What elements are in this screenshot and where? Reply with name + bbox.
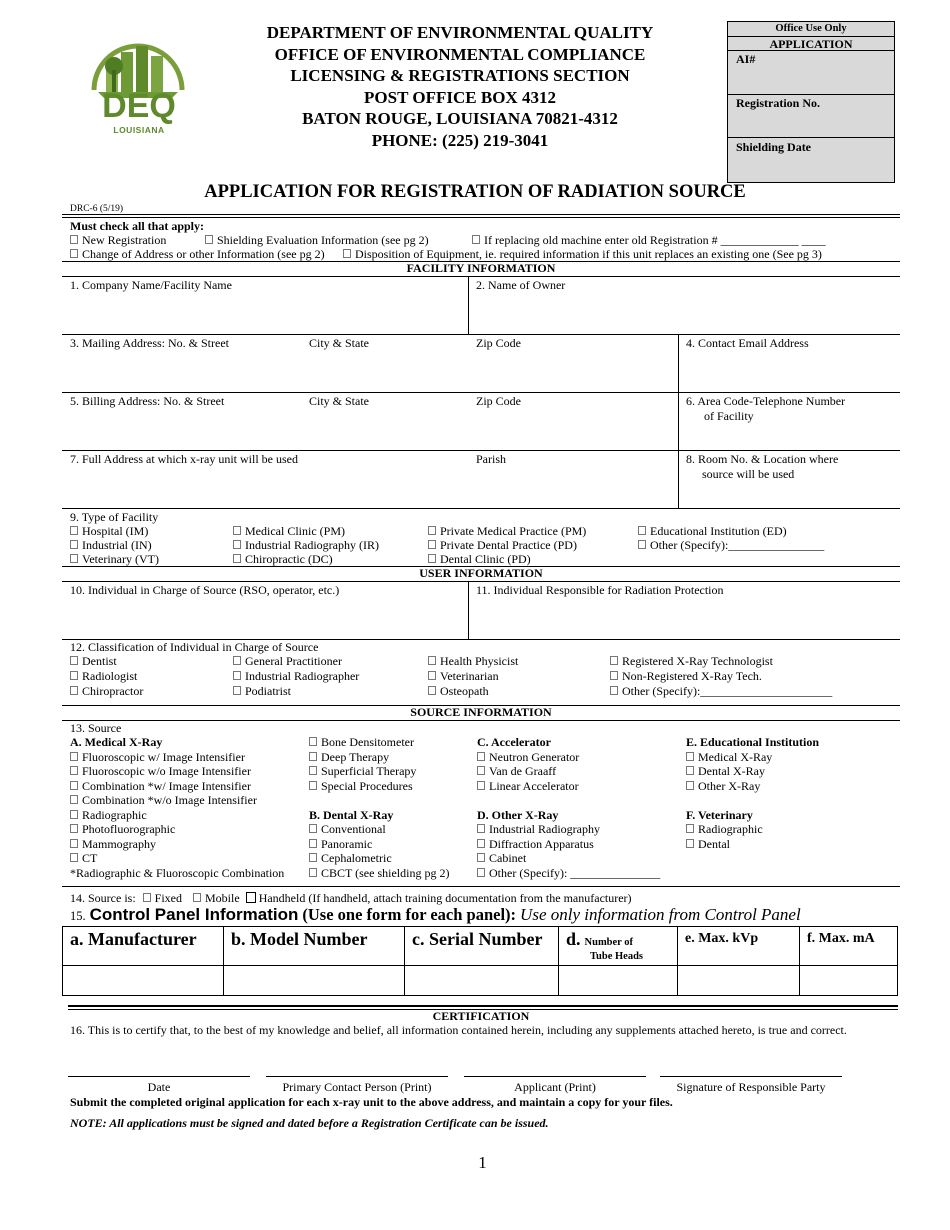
primary-contact-label: Primary Contact Person (Print) bbox=[282, 1080, 432, 1094]
checkbox-private-dental[interactable]: Private Dental Practice (PD) bbox=[428, 538, 577, 553]
checkbox-icon[interactable] bbox=[193, 893, 201, 902]
mailing-city-state-field[interactable]: City & State bbox=[309, 336, 369, 350]
full-address-field[interactable]: 7. Full Address at which x-ray unit will be used bbox=[70, 452, 298, 466]
checkbox-icon[interactable] bbox=[309, 824, 317, 833]
checkbox-icon[interactable] bbox=[610, 671, 618, 680]
checkbox-icon[interactable] bbox=[477, 766, 485, 775]
max-kvp-header: e. Max. kVp bbox=[678, 927, 800, 966]
checkbox-radiographic[interactable]: Radiographic bbox=[70, 808, 310, 823]
checkbox-chiropractic[interactable]: Chiropractic (DC) bbox=[233, 552, 333, 567]
checkbox-icon[interactable] bbox=[638, 540, 646, 549]
checkbox-mobile[interactable]: Mobile bbox=[193, 891, 240, 905]
checkbox-cbct[interactable]: CBCT (see shielding pg 2) bbox=[309, 866, 479, 881]
mailing-address-field[interactable]: 3. Mailing Address: No. & Street bbox=[70, 336, 229, 350]
checkbox-van-de-graaff[interactable]: Van de Graaff bbox=[477, 764, 677, 779]
checkbox-icon[interactable] bbox=[428, 656, 436, 665]
parish-field[interactable]: Parish bbox=[476, 452, 506, 466]
checkbox-icon[interactable] bbox=[70, 540, 78, 549]
control-panel-heading: 15. Control Panel Information (Use one form for each panel): Use only information from Control Panel bbox=[70, 905, 801, 924]
checkbox-fluoro-without-intensifier[interactable]: Fluoroscopic w/o Image Intensifier bbox=[70, 764, 310, 779]
logo-text: DEQ bbox=[102, 87, 176, 125]
responsible-party-label: Signature of Responsible Party bbox=[676, 1080, 826, 1094]
source-section-heading: SOURCE INFORMATION bbox=[410, 705, 552, 719]
checkbox-icon[interactable] bbox=[70, 656, 78, 665]
checkbox-industrial-radiography[interactable]: Industrial Radiography (IR) bbox=[233, 538, 379, 553]
header-line-4: POST OFFICE BOX 4312 bbox=[364, 87, 556, 107]
radiation-protection-field[interactable]: 11. Individual Responsible for Radiation Protection bbox=[476, 583, 724, 597]
checkbox-general-practitioner[interactable]: General Practitioner bbox=[233, 654, 342, 669]
checkbox-shielding-evaluation[interactable]: Shielding Evaluation Information (see pg 2) bbox=[205, 233, 429, 248]
header-line-2: OFFICE OF ENVIRONMENTAL COMPLIANCE bbox=[274, 44, 646, 64]
checkbox-icon[interactable] bbox=[686, 766, 694, 775]
checkbox-handheld[interactable]: Handheld (If handheld, attach training documentation from the manufacturer) bbox=[246, 891, 632, 905]
checkbox-icon[interactable] bbox=[686, 781, 694, 790]
date-signature-label: Date bbox=[147, 1080, 171, 1094]
checkbox-educational[interactable]: Educational Institution (ED) bbox=[638, 524, 787, 539]
checkbox-icon[interactable] bbox=[309, 868, 317, 877]
contact-email-field[interactable]: 4. Contact Email Address bbox=[686, 336, 809, 350]
checkbox-veterinarian[interactable]: Veterinarian bbox=[428, 669, 499, 684]
checkbox-icon[interactable] bbox=[428, 526, 436, 535]
header-line-1: DEPARTMENT OF ENVIRONMENTAL QUALITY bbox=[266, 23, 654, 42]
checkbox-icon[interactable] bbox=[428, 686, 436, 695]
checkbox-icon[interactable] bbox=[686, 752, 694, 761]
checkbox-osteopath[interactable]: Osteopath bbox=[428, 684, 489, 699]
checkbox-icon[interactable] bbox=[70, 766, 78, 775]
checkbox-icon[interactable] bbox=[309, 737, 317, 746]
office-use-box bbox=[727, 21, 895, 183]
source-type-row: 14. Source is: Fixed Mobile Handheld (If handheld, attach training documentation from the manufacturer) bbox=[70, 891, 632, 905]
checkbox-new-registration[interactable]: New Registration bbox=[70, 233, 166, 248]
header-line-3: LICENSING & REGISTRATIONS SECTION bbox=[290, 66, 630, 85]
checkbox-panoramic[interactable]: Panoramic bbox=[309, 837, 479, 852]
checkbox-icon[interactable] bbox=[309, 752, 317, 761]
checkbox-bone-densitometer[interactable]: Bone Densitometer bbox=[309, 735, 479, 750]
form-title: APPLICATION FOR REGISTRATION OF RADIATION SOURCE bbox=[204, 182, 746, 202]
certification-text: 16. This is to certify that, to the best of my knowledge and belief, all information contained herein, including any supplements attached hereto, is true and correct. bbox=[70, 1023, 847, 1037]
veterinary-heading: F. Veterinary bbox=[686, 807, 753, 822]
checkbox-icon[interactable] bbox=[70, 235, 78, 244]
checkbox-other-source[interactable]: Other (Specify): _______________ bbox=[477, 866, 677, 881]
checkbox-icon[interactable] bbox=[70, 752, 78, 761]
checkbox-diffraction[interactable]: Diffraction Apparatus bbox=[477, 837, 677, 852]
checkbox-combination-without[interactable]: Combination *w/o Image Intensifier bbox=[70, 793, 310, 808]
tube-heads-header: d. Number of Tube Heads bbox=[559, 927, 678, 966]
checkbox-icon[interactable] bbox=[70, 249, 78, 258]
checkbox-icon[interactable] bbox=[233, 526, 241, 535]
telephone-field[interactable]: 6. Area Code-Telephone Number of Facility bbox=[686, 394, 846, 423]
max-kvp-input[interactable] bbox=[678, 966, 800, 996]
checkbox-icon[interactable] bbox=[233, 671, 241, 680]
checkbox-industrial-radiography-source[interactable]: Industrial Radiography bbox=[477, 822, 677, 837]
checkbox-icon[interactable] bbox=[70, 795, 78, 804]
max-ma-input[interactable] bbox=[800, 966, 898, 996]
checkbox-icon[interactable] bbox=[70, 671, 78, 680]
source-label: 13. Source bbox=[70, 721, 122, 735]
certification-heading: CERTIFICATION bbox=[432, 1009, 530, 1023]
shielding-date-label: Shielding Date bbox=[736, 140, 812, 154]
checkbox-icon[interactable] bbox=[477, 868, 485, 877]
checkbox-icon[interactable] bbox=[70, 824, 78, 833]
checkbox-conventional[interactable]: Conventional bbox=[309, 822, 479, 837]
checkbox-icon[interactable] bbox=[610, 656, 618, 665]
serial-number-input[interactable] bbox=[405, 966, 559, 996]
accelerator-heading: C. Accelerator bbox=[477, 735, 551, 749]
checkbox-dentist[interactable]: Dentist bbox=[70, 654, 117, 669]
checkbox-change-of-address[interactable]: Change of Address or other Information (see pg 2) bbox=[70, 247, 325, 262]
checkbox-icon[interactable] bbox=[309, 781, 317, 790]
manufacturer-header: a. Manufacturer bbox=[63, 927, 224, 966]
checkbox-veterinary[interactable]: Veterinary (VT) bbox=[70, 552, 159, 567]
checkbox-edu-other[interactable]: Other X-Ray bbox=[686, 779, 896, 794]
room-location-field[interactable]: 8. Room No. & Location where source will be used bbox=[686, 452, 839, 481]
checkbox-combination-with[interactable]: Combination *w/ Image Intensifier bbox=[70, 779, 310, 794]
checkbox-icon[interactable] bbox=[70, 526, 78, 535]
classification-label: 12. Classification of Individual in Charge of Source bbox=[70, 640, 319, 654]
checkbox-vet-dental[interactable]: Dental bbox=[686, 837, 896, 852]
accelerator-other-column bbox=[477, 735, 677, 880]
tube-heads-input[interactable] bbox=[559, 966, 678, 996]
checkbox-icon[interactable] bbox=[233, 540, 241, 549]
checkbox-icon[interactable] bbox=[309, 766, 317, 775]
checkbox-neutron-generator[interactable]: Neutron Generator bbox=[477, 750, 677, 765]
billing-address-field[interactable]: 5. Billing Address: No. & Street bbox=[70, 394, 225, 408]
checkbox-icon[interactable] bbox=[428, 671, 436, 680]
user-section-heading: USER INFORMATION bbox=[419, 566, 543, 580]
checkbox-ct[interactable]: CT bbox=[70, 851, 310, 866]
checkbox-fixed[interactable]: Fixed bbox=[143, 891, 182, 905]
billing-city-state-field[interactable]: City & State bbox=[309, 394, 369, 408]
checkbox-icon[interactable] bbox=[70, 686, 78, 695]
checkbox-deep-therapy[interactable]: Deep Therapy bbox=[309, 750, 479, 765]
serial-number-header: c. Serial Number bbox=[405, 927, 559, 966]
checkbox-icon[interactable] bbox=[686, 839, 694, 848]
checkbox-medical-clinic[interactable]: Medical Clinic (PM) bbox=[233, 524, 345, 539]
checkbox-non-registered-tech[interactable]: Non-Registered X-Ray Tech. bbox=[610, 669, 762, 684]
checkbox-icon[interactable] bbox=[233, 554, 241, 563]
max-ma-header: f. Max. mA bbox=[800, 927, 898, 966]
checkbox-private-medical[interactable]: Private Medical Practice (PM) bbox=[428, 524, 586, 539]
checkbox-other-facility[interactable]: Other (Specify):________________ bbox=[638, 538, 824, 553]
registration-number-label: Registration No. bbox=[736, 96, 820, 110]
header-line-5: BATON ROUGE, LOUISIANA 70821-4312 bbox=[302, 109, 618, 128]
checkbox-replacing-machine[interactable]: If replacing old machine enter old Registration # _____________ ____ bbox=[472, 233, 826, 248]
checkbox-radiologist[interactable]: Radiologist bbox=[70, 669, 137, 684]
checkbox-icon[interactable] bbox=[70, 839, 78, 848]
checkbox-cephalometric[interactable]: Cephalometric bbox=[309, 851, 479, 866]
checkbox-icon[interactable] bbox=[428, 554, 436, 563]
checkbox-chiropractor[interactable]: Chiropractor bbox=[70, 684, 143, 699]
checkbox-industrial-radiographer[interactable]: Industrial Radiographer bbox=[233, 669, 359, 684]
checkbox-icon[interactable] bbox=[246, 892, 256, 903]
checkbox-special-procedures[interactable]: Special Procedures bbox=[309, 779, 479, 794]
must-check-label: Must check all that apply: bbox=[70, 219, 205, 233]
mailing-zip-field[interactable]: Zip Code bbox=[476, 336, 521, 350]
medical-xray-column bbox=[70, 735, 310, 880]
checkbox-registered-tech[interactable]: Registered X-Ray Technologist bbox=[610, 654, 773, 669]
checkbox-icon[interactable] bbox=[309, 839, 317, 848]
checkbox-icon[interactable] bbox=[233, 686, 241, 695]
checkbox-health-physicist[interactable]: Health Physicist bbox=[428, 654, 518, 669]
checkbox-icon[interactable] bbox=[143, 893, 151, 902]
manufacturer-input[interactable] bbox=[63, 966, 224, 996]
educational-veterinary-column bbox=[686, 735, 896, 851]
checkbox-edu-medical[interactable]: Medical X-Ray bbox=[686, 750, 896, 765]
individual-in-charge-field[interactable]: 10. Individual in Charge of Source (RSO, operator, etc.) bbox=[70, 583, 340, 597]
checkbox-hospital[interactable]: Hospital (IM) bbox=[70, 524, 148, 539]
checkbox-icon[interactable] bbox=[70, 810, 78, 819]
checkbox-other-classification[interactable]: Other (Specify):______________________ bbox=[610, 684, 832, 699]
checkbox-icon[interactable] bbox=[610, 686, 618, 695]
applicant-label: Applicant (Print) bbox=[514, 1080, 596, 1094]
checkbox-linear-accelerator[interactable]: Linear Accelerator bbox=[477, 779, 677, 794]
office-use-subtitle: APPLICATION bbox=[769, 37, 853, 51]
checkbox-disposition[interactable]: Disposition of Equipment, ie. required information if this unit replaces an existing one (See pg 3) bbox=[343, 247, 822, 262]
dental-xray-heading: B. Dental X-Ray bbox=[309, 807, 394, 822]
medical-dental-column bbox=[309, 735, 479, 880]
checkbox-icon[interactable] bbox=[343, 249, 351, 258]
checkbox-mammography[interactable]: Mammography bbox=[70, 837, 310, 852]
checkbox-edu-dental[interactable]: Dental X-Ray bbox=[686, 764, 896, 779]
checkbox-cabinet[interactable]: Cabinet bbox=[477, 851, 677, 866]
checkbox-dental-clinic[interactable]: Dental Clinic (PD) bbox=[428, 552, 531, 567]
checkbox-photofluorographic[interactable]: Photofluorographic bbox=[70, 822, 310, 837]
header-line-6: PHONE: (225) 219-3041 bbox=[371, 130, 549, 150]
checkbox-icon[interactable] bbox=[477, 824, 485, 833]
checkbox-icon[interactable] bbox=[70, 781, 78, 790]
checkbox-fluoro-with-intensifier[interactable]: Fluoroscopic w/ Image Intensifier bbox=[70, 750, 310, 765]
checkbox-vet-radiographic[interactable]: Radiographic bbox=[686, 822, 896, 837]
checkbox-icon[interactable] bbox=[233, 656, 241, 665]
model-number-input[interactable] bbox=[224, 966, 405, 996]
checkbox-icon[interactable] bbox=[309, 853, 317, 862]
checkbox-superficial-therapy[interactable]: Superficial Therapy bbox=[309, 764, 479, 779]
checkbox-podiatrist[interactable]: Podiatrist bbox=[233, 684, 291, 699]
medical-xray-heading: A. Medical X-Ray bbox=[70, 735, 163, 749]
model-number-header: b. Model Number bbox=[224, 927, 405, 966]
billing-zip-field[interactable]: Zip Code bbox=[476, 394, 521, 408]
control-panel-table bbox=[62, 926, 898, 996]
company-name-field[interactable]: 1. Company Name/Facility Name bbox=[70, 278, 232, 292]
facility-type-label: 9. Type of Facility bbox=[70, 510, 159, 524]
checkbox-icon[interactable] bbox=[477, 839, 485, 848]
signature-note: NOTE: All applications must be signed and dated before a Registration Certificate can be issued. bbox=[70, 1116, 549, 1130]
office-use-title: Office Use Only bbox=[775, 23, 847, 34]
checkbox-icon[interactable] bbox=[477, 781, 485, 790]
ai-number-label: AI# bbox=[736, 52, 756, 66]
owner-name-field[interactable]: 2. Name of Owner bbox=[476, 278, 566, 292]
checkbox-industrial[interactable]: Industrial (IN) bbox=[70, 538, 152, 553]
checkbox-icon[interactable] bbox=[428, 540, 436, 549]
checkbox-icon[interactable] bbox=[477, 752, 485, 761]
facility-section-heading: FACILITY INFORMATION bbox=[406, 261, 556, 275]
checkbox-icon[interactable] bbox=[205, 235, 213, 244]
checkbox-icon[interactable] bbox=[638, 526, 646, 535]
submit-instruction: Submit the completed original application for each x-ray unit to the above address, and maintain a copy for your files. bbox=[70, 1095, 673, 1109]
page-number: 1 bbox=[478, 1153, 487, 1172]
combination-note: *Radiographic & Fluoroscopic Combination bbox=[70, 865, 285, 880]
checkbox-icon[interactable] bbox=[472, 235, 480, 244]
educational-heading: E. Educational Institution bbox=[686, 735, 820, 749]
checkbox-icon[interactable] bbox=[477, 853, 485, 862]
other-xray-heading: D. Other X-Ray bbox=[477, 807, 559, 822]
checkbox-icon[interactable] bbox=[686, 824, 694, 833]
checkbox-icon[interactable] bbox=[70, 554, 78, 563]
form-code: DRC-6 (5/19) bbox=[70, 204, 124, 214]
logo-subtext: LOUISIANA bbox=[113, 125, 165, 135]
checkbox-icon[interactable] bbox=[70, 853, 78, 862]
